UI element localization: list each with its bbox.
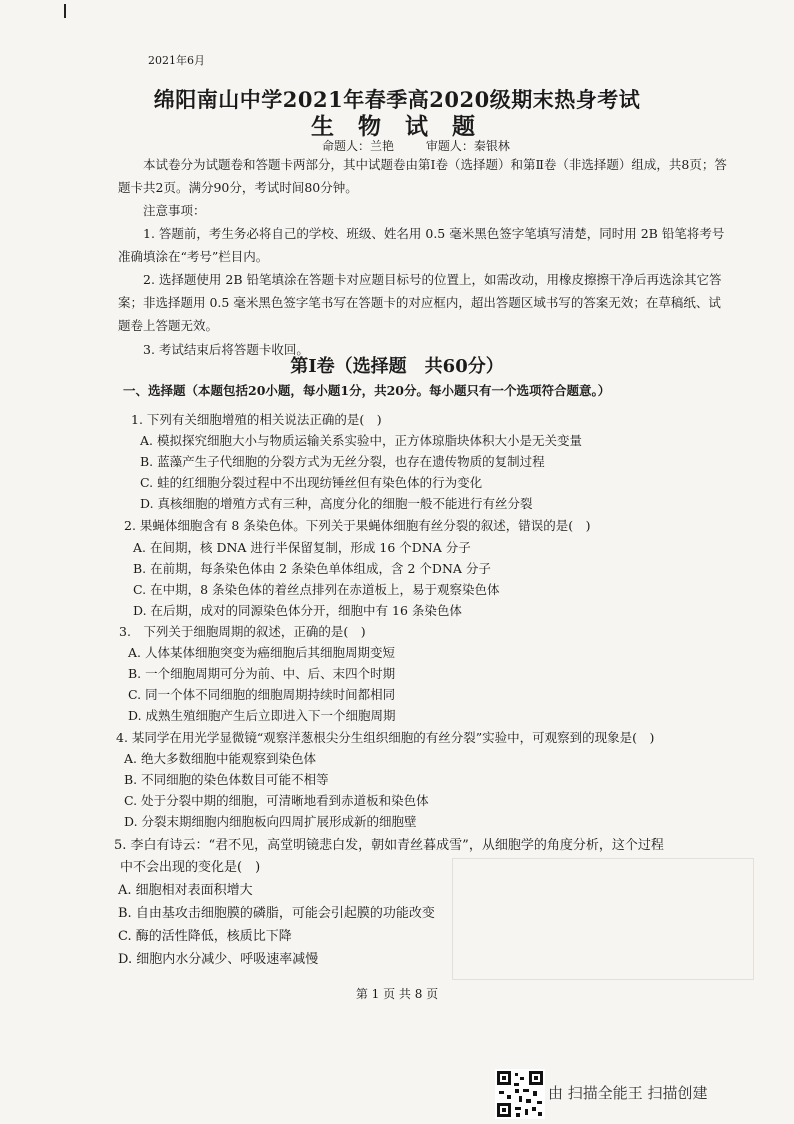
question-option: B. 一个细胞周期可分为前、中、后、末四个时期 — [128, 666, 396, 681]
question-option: A. 模拟探究细胞大小与物质运输关系实验中，正方体琼脂块体积大小是无关变量 — [140, 433, 582, 448]
question-option: D. 真核细胞的增殖方式有三种，高度分化的细胞一般不能进行有丝分裂 — [140, 496, 533, 511]
question-option: C. 酶的活性降低，核质比下降 — [118, 929, 292, 944]
question-stem-continued: 中不会出现的变化是( ) — [120, 860, 261, 875]
intro-paragraph: 本试卷分为试题卷和答题卡两部分，其中试题卷由第Ⅰ卷（选择题）和第Ⅱ卷（非选择题）组成，共8页；答题卡共2页。满分90分，考试时间80分钟。 — [118, 157, 727, 195]
question-option: B. 自由基攻击细胞膜的磷脂，可能会引起膜的功能改变 — [118, 906, 435, 921]
question-stem: 2. 果蝇体细胞含有 8 条染色体。下列关于果蝇体细胞有丝分裂的叙述，错误的是( ) — [124, 518, 591, 533]
question-option: A. 在间期，核 DNA 进行半保留复制，形成 16 个DNA 分子 — [133, 540, 471, 555]
question-option: B. 不同细胞的染色体数目可能不相等 — [124, 772, 329, 787]
notes-heading: 注意事项： — [143, 203, 206, 218]
question-stem: 1. 下列有关细胞增殖的相关说法正确的是( ) — [131, 412, 382, 427]
question-option: C. 同一个体不同细胞的细胞周期持续时间都相同 — [128, 687, 396, 702]
exam-date: 2021年6月 — [148, 54, 205, 67]
section-title: 第Ⅰ卷（选择题 共60分） — [290, 356, 504, 377]
question-option: C. 蛙的红细胞分裂过程中不出现纺锤丝但有染色体的行为变化 — [140, 475, 483, 490]
note-item-2: 2. 选择题使用 2B 铅笔填涂在答题卡对应题目标号的位置上，如需改动，用橡皮擦擦干净后再选涂其它答案；非选择题用 0.5 毫米黑色签字笔书写在答题卡的对应框内，超出答题区域书写的答案无效；在草稿纸、试题卷上答题无效。 — [118, 272, 722, 333]
question-option: C. 在中期，8 条染色体的着丝点排列在赤道板上，易于观察染色体 — [133, 582, 500, 597]
question-option: D. 成熟生殖细胞产生后立即进入下一个细胞周期 — [128, 708, 396, 723]
page-footer: 第 1 页 共 8 页 — [355, 987, 439, 1001]
authors — [322, 137, 538, 154]
edge-mark — [64, 4, 66, 18]
question-option: D. 在后期，成对的同源染色体分开，细胞中有 16 条染色体 — [133, 603, 462, 618]
question-stem: 5. 李白有诗云：“君不见，高堂明镜悲白发，朝如青丝暮成雪”，从细胞学的角度分析，这个过程 — [114, 838, 664, 853]
note-item-3: 3. 考试结束后将答题卡收回。 — [143, 342, 309, 357]
question-option: A. 绝大多数细胞中能观察到染色体 — [124, 751, 316, 766]
question-option: B. 蓝藻产生子代细胞的分裂方式为无丝分裂，也存在遗传物质的复制过程 — [140, 454, 545, 469]
exam-title: 绵阳南山中学2021年春季高2020级期末热身考试 — [153, 87, 641, 112]
question-setter: 命题人：兰艳 — [322, 139, 395, 153]
scanner-watermark: 由 扫描全能王 扫描创建 — [548, 1084, 708, 1102]
subject-title: 生 物 试 题 — [310, 113, 484, 140]
note-item-1: 1. 答题前，考生务必将自己的学校、班级、姓名用 0.5 毫米黑色签字笔填写清楚，同时用 2B 铅笔将考号准确填涂在“考号”栏目内。 — [118, 226, 725, 264]
question-option: B. 在前期，每条染色体由 2 条染色单体组成，含 2 个DNA 分子 — [133, 561, 491, 576]
question-option: C. 处于分裂中期的细胞，可清晰地看到赤道板和染色体 — [124, 793, 429, 808]
bleed-through-box — [452, 858, 754, 980]
question-stem: 4. 某同学在用光学显微镜“观察洋葱根尖分生组织细胞的有丝分裂”实验中，可观察到的现象是( ) — [116, 730, 655, 745]
question-reviewer: 审题人：秦银林 — [425, 139, 510, 153]
question-option: D. 细胞内水分减少、呼吸速率减慢 — [118, 952, 319, 967]
question-stem: 3. 下列关于细胞周期的叙述，正确的是( ) — [119, 624, 366, 639]
question-option: A. 人体某体细胞突变为癌细胞后其细胞周期变短 — [128, 645, 395, 660]
question-option: A. 细胞相对表面积增大 — [118, 883, 253, 898]
question-option: D. 分裂末期细胞内细胞板向四周扩展形成新的细胞壁 — [124, 814, 417, 829]
qr-code-icon — [495, 1069, 545, 1119]
section-instruction: 一、选择题（本题包括20小题，每小题1分，共20分。每小题只有一个选项符合题意。） — [123, 383, 611, 398]
